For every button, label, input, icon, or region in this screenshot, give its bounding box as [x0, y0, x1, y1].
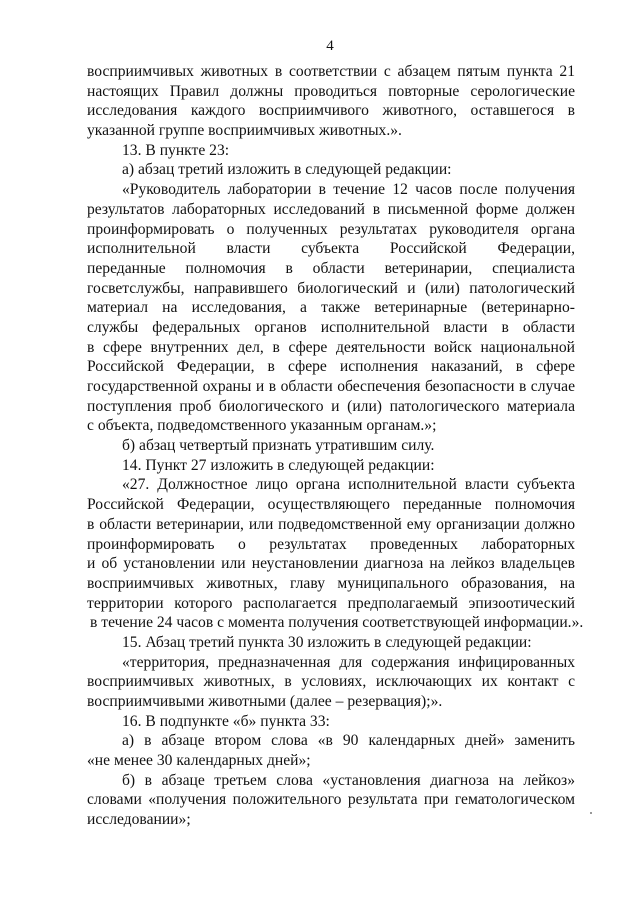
text-line: в сфере внутренних дел, в сфере деятельности войск национальной — [87, 338, 575, 356]
page-number: 4 — [326, 38, 334, 54]
text-line: поступления проб биологического и (или) патологического материала — [87, 397, 575, 415]
scan-speck — [590, 812, 592, 814]
text-line: а) в абзаце втором слова «в 90 календарных дней» заменить — [122, 732, 575, 750]
text-line: б) абзац четвертый признать утратившим силу. — [122, 437, 435, 455]
text-line: исполнительной власти субъекта Российской Федерации, — [87, 240, 575, 258]
text-line: территории которого располагается предполагаемый эпизоотический — [87, 594, 575, 612]
text-line: результатов лабораторных исследований в письменной форме должен — [87, 200, 575, 218]
text-line: в области ветеринарии, или подведомственной ему организации должно — [87, 515, 575, 533]
document-body — [87, 62, 584, 830]
text-line: «не менее 30 календарных дней»; — [87, 752, 311, 770]
text-line: а) абзац третий изложить в следующей редакции: — [122, 161, 452, 179]
text-line: с объекта, подведомственного указанным органам.»; — [87, 417, 437, 435]
text-line: исследовании»; — [87, 811, 191, 829]
text-line: восприимчивых животных, главу муниципального образования, на — [87, 574, 575, 592]
text-line: и об установлении или неустановлении диагноза на лейкоз владельцев — [87, 555, 575, 573]
text-line: 15. Абзац третий пункта 30 изложить в следующей редакции: — [122, 633, 532, 651]
text-line: 13. В пункте 23: — [122, 141, 230, 159]
text-line: 16. В подпункте «б» пункта 33: — [122, 712, 330, 730]
text-line: б) в абзаце третьем слова «установления диагноза на лейкоз» — [122, 771, 575, 789]
text-line: 14. Пункт 27 изложить в следующей редакции: — [122, 456, 435, 474]
text-line: исследования каждого восприимчивого животного, оставшегося в — [87, 102, 575, 120]
text-line: «27. Должностное лицо органа исполнительной власти субъекта — [122, 476, 575, 494]
text-line: восприимчивых животных, в условиях, исключающих их контакт с — [87, 673, 575, 691]
text-line: государственной охраны и в области обеспечения безопасности в случае — [87, 378, 575, 395]
text-line: словами «получения положительного результата при гематологическом — [87, 791, 575, 809]
text-line: Российской Федерации, в сфере исполнения наказаний, в сфере — [87, 358, 575, 376]
text-line: восприимчивыми животными (далее – резервация);». — [87, 693, 443, 710]
text-line: переданные полномочия в области ветеринарии, специалиста — [87, 259, 575, 277]
text-line: материал на исследования, а также ветеринарные (ветеринарно- — [87, 299, 575, 317]
text-line: «территория, предназначенная для содержания инфицированных — [122, 653, 575, 671]
text-line: Российской Федерации, осуществляющего переданные полномочия — [87, 496, 575, 514]
text-line: настоящих Правил должны проводиться повторные серологические — [87, 82, 575, 100]
text-line: госветслужбы, направившего биологический и (или) патологический — [87, 279, 575, 297]
text-line: проинформировать о результатах проведенных лабораторных — [87, 535, 575, 553]
text-line: проинформировать о полученных результатах руководителя органа — [87, 220, 575, 238]
text-line: в течение 24 часов с момента получения соответствующей информации.». — [90, 614, 584, 632]
text-line: восприимчивых животных в соответствии с абзацем пятым пункта 21 — [87, 63, 575, 80]
text-line: указанной группе восприимчивых животных.». — [87, 122, 402, 140]
text-line: «Руководитель лаборатории в течение 12 часов после получения — [122, 181, 575, 199]
text-line: службы федеральных органов исполнительной власти в области — [87, 318, 575, 336]
